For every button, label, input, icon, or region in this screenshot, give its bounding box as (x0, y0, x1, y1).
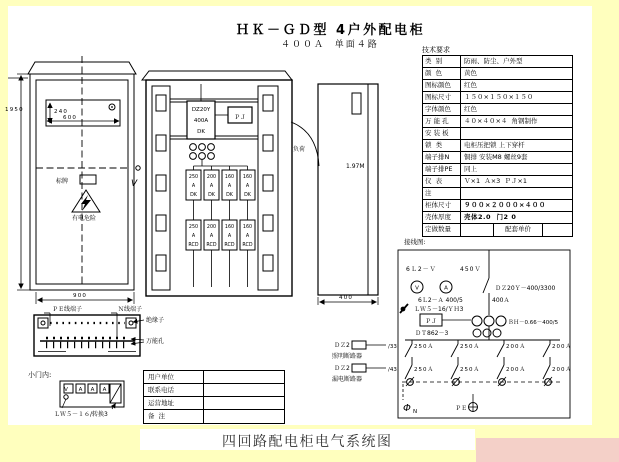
door-handle (352, 93, 361, 114)
svg-text:250: 250 (188, 175, 199, 180)
info-value-cell (204, 371, 284, 383)
meter-v: V (64, 387, 68, 393)
order-qty-cell (461, 224, 494, 236)
table-row: 备 注 (144, 410, 284, 423)
svg-text:DK: DK (226, 193, 233, 198)
small-door-labels (28, 370, 108, 418)
svg-text:250Ａ: 250Ａ (414, 367, 434, 373)
side-view-labels (339, 163, 365, 301)
table-row: 字体颜色 红色 (423, 104, 572, 116)
table-row-order: 定做数量 配套单价 (423, 224, 572, 236)
table-row: 联系电话 (144, 384, 284, 397)
main-breaker-model: DZ20Y (191, 107, 211, 113)
dim-1950: 1950 (5, 107, 24, 113)
info-value-cell (204, 397, 284, 409)
svg-text:200: 200 (206, 225, 217, 230)
svg-text:A: A (227, 184, 232, 189)
door-height-label: 1.97M (346, 163, 365, 170)
svg-text:RCD: RCD (188, 243, 199, 248)
system-voltage: 450Ｖ (460, 266, 482, 273)
svg-text:200Ａ: 200Ａ (552, 344, 572, 350)
watermark (476, 438, 619, 462)
dim-600: 600 (63, 115, 78, 121)
row2-prefix: /43 (388, 367, 397, 373)
tech-requirements-header: 技术要求 (422, 45, 450, 57)
svg-text:200Ａ: 200Ａ (552, 367, 572, 373)
table-row: 用户单位 (144, 371, 284, 384)
page-title: ＨＫ－ＧＤ型 4户外配电柜 (236, 23, 426, 38)
ct-model: ＢＨ－0.66－400/5 (508, 320, 559, 326)
table-row: 颜 色 黄色 (423, 68, 572, 80)
ct-circle (496, 316, 506, 326)
voltmeter-mark: V (131, 179, 138, 189)
neutral-label: N (413, 409, 418, 415)
info-value-cell (204, 410, 284, 423)
pe-terminal-label: ＰＥ线端子 (52, 306, 83, 313)
svg-text:160: 160 (224, 175, 235, 180)
drawing-caption: 四回路配电柜电气系统图 (222, 434, 393, 450)
table-row: 图标尺寸 １５０×１５０×１５０ (423, 92, 572, 104)
ct-circle (484, 316, 494, 326)
n-terminal-label: Ｎ线端子 (118, 306, 143, 313)
small-door-label: 小门内: (28, 371, 52, 379)
changeover-switch-label: ＬＷ５－１６/转换3 (54, 411, 108, 418)
insulator-block (38, 318, 48, 328)
main-rating: 400Ａ (492, 297, 510, 304)
meter-a: A (90, 387, 95, 393)
unit-price-header: 配套单价 (494, 224, 543, 236)
changeover-model: ＬＷ５－16/ＹＨ3 (414, 306, 464, 313)
pj-label: ＰＪ (233, 114, 247, 121)
meter-a: A (78, 387, 83, 393)
leakage-breaker-icon (352, 364, 366, 372)
universal-hole-label: 万能孔 (146, 338, 165, 345)
svg-text:RCD: RCD (224, 243, 235, 248)
energy-meter-model: ＤＴ862－3 (415, 330, 449, 337)
warning-label: 有电危险 (72, 215, 97, 222)
svg-text:A: A (227, 234, 232, 239)
svg-text:200: 200 (206, 175, 217, 180)
info-value-cell (204, 384, 284, 396)
svg-text:200Ａ: 200Ａ (506, 344, 526, 350)
svg-text:A: A (245, 184, 250, 189)
table-row: 仪 表 Ｖ×1 Ａ×3 ＰＪ×1 (423, 176, 572, 188)
svg-text:DK: DK (244, 193, 251, 198)
svg-text:DK: DK (190, 193, 197, 198)
svg-text:A: A (209, 234, 214, 239)
svg-text:RCD: RCD (206, 243, 217, 248)
svg-text:A: A (209, 184, 214, 189)
svg-text:A: A (191, 184, 196, 189)
front-view (8, 56, 140, 304)
small-door-group (60, 381, 124, 409)
door-swing-arc (291, 122, 319, 166)
table-row: 柜体尺寸 ９００×２０００×４００ (423, 200, 572, 212)
svg-text:250Ａ: 250Ａ (460, 367, 480, 373)
meter-coil-circle (473, 329, 481, 337)
ct-circle (472, 316, 482, 326)
svg-text:250Ａ: 250Ａ (414, 344, 434, 350)
meter-coil-circle (483, 329, 491, 337)
a-symbol: A (444, 285, 448, 292)
lighting-breaker-icon (352, 341, 366, 349)
main-breaker-model: ＤＺ20Ｙ－400/3300 (495, 285, 556, 292)
svg-text:250Ａ: 250Ａ (460, 344, 480, 350)
table-row: 运营地址 (144, 397, 284, 410)
pj-label: ＰＪ (424, 318, 438, 325)
table-row: 壳体厚度 壳体2.0 门2 0 (423, 212, 572, 224)
dim-400: 400 (339, 295, 354, 301)
pe-label: ＰＥ (455, 405, 468, 412)
table-row: 图标颜色 红色 (423, 80, 572, 92)
insulator-block (126, 318, 136, 328)
door-knob-dot (136, 166, 140, 170)
phi-symbol: Φ (403, 403, 411, 414)
table-row: 注 (423, 188, 572, 200)
main-switch-blade (483, 278, 489, 293)
table-row: 类 别 防雨、防尘、户外型 (423, 56, 572, 68)
table-row: 万 能 孔 ４０×４０×４ 角钢制作 (423, 116, 572, 128)
insulator-label: 绝缘子 (146, 317, 165, 324)
meter-a: A (102, 387, 107, 393)
front-view-labels (5, 107, 138, 299)
main-breaker-rating: 400A (193, 118, 209, 124)
breaker1-model: ＤＺ2 (334, 342, 350, 349)
unit-price-cell (543, 224, 572, 236)
load-label: 负荷 (293, 146, 306, 153)
leakage-breaker-label: 漏电断路器 (332, 376, 363, 383)
terminal-panel (34, 313, 144, 356)
row1-prefix: /33 (388, 344, 397, 350)
svg-text:160: 160 (242, 225, 253, 230)
svg-text:250: 250 (188, 225, 199, 230)
v-symbol: V (415, 285, 419, 292)
customer-info-table (143, 370, 285, 424)
table-row: 锁 类 电柜压把锁 上下穿杆 (423, 140, 572, 152)
svg-text:A: A (245, 234, 250, 239)
svg-text:200Ａ: 200Ａ (506, 367, 526, 373)
svg-text:RCD: RCD (242, 243, 253, 248)
side-view (318, 84, 378, 305)
svg-text:160: 160 (242, 175, 253, 180)
meter-coil-circle (493, 329, 501, 337)
svg-text:DK: DK (208, 193, 215, 198)
main-breaker-type: DK (197, 129, 205, 135)
page-subtitle: ４００Ａ 单面４路 (281, 40, 379, 50)
nameplate-label: 标牌 (56, 178, 69, 185)
dim-900: 900 (73, 293, 88, 299)
voltmeter-model: 6Ｌ2－Ｖ (406, 266, 437, 273)
ammeter-model: 6Ｌ2－Ａ 400/5 (418, 297, 463, 304)
lighting-breaker-label: 照明断路器 (332, 353, 363, 360)
table-row: 端子排PE 同上 (423, 164, 572, 176)
dim-240: 240 (54, 109, 69, 115)
breaker2-model: ＤＺ2 (334, 365, 350, 372)
table-row: 端子排N 铜排 安装M8 螺丝9套 (423, 152, 572, 164)
lightning-icon (81, 195, 91, 211)
tech-requirements-table (422, 55, 573, 237)
table-row: 安 装 板 (423, 128, 572, 140)
svg-text:160: 160 (224, 225, 235, 230)
wiring-schematic (352, 250, 570, 418)
wiring-diagram-label: 接线图: (404, 238, 426, 246)
svg-text:A: A (191, 234, 196, 239)
